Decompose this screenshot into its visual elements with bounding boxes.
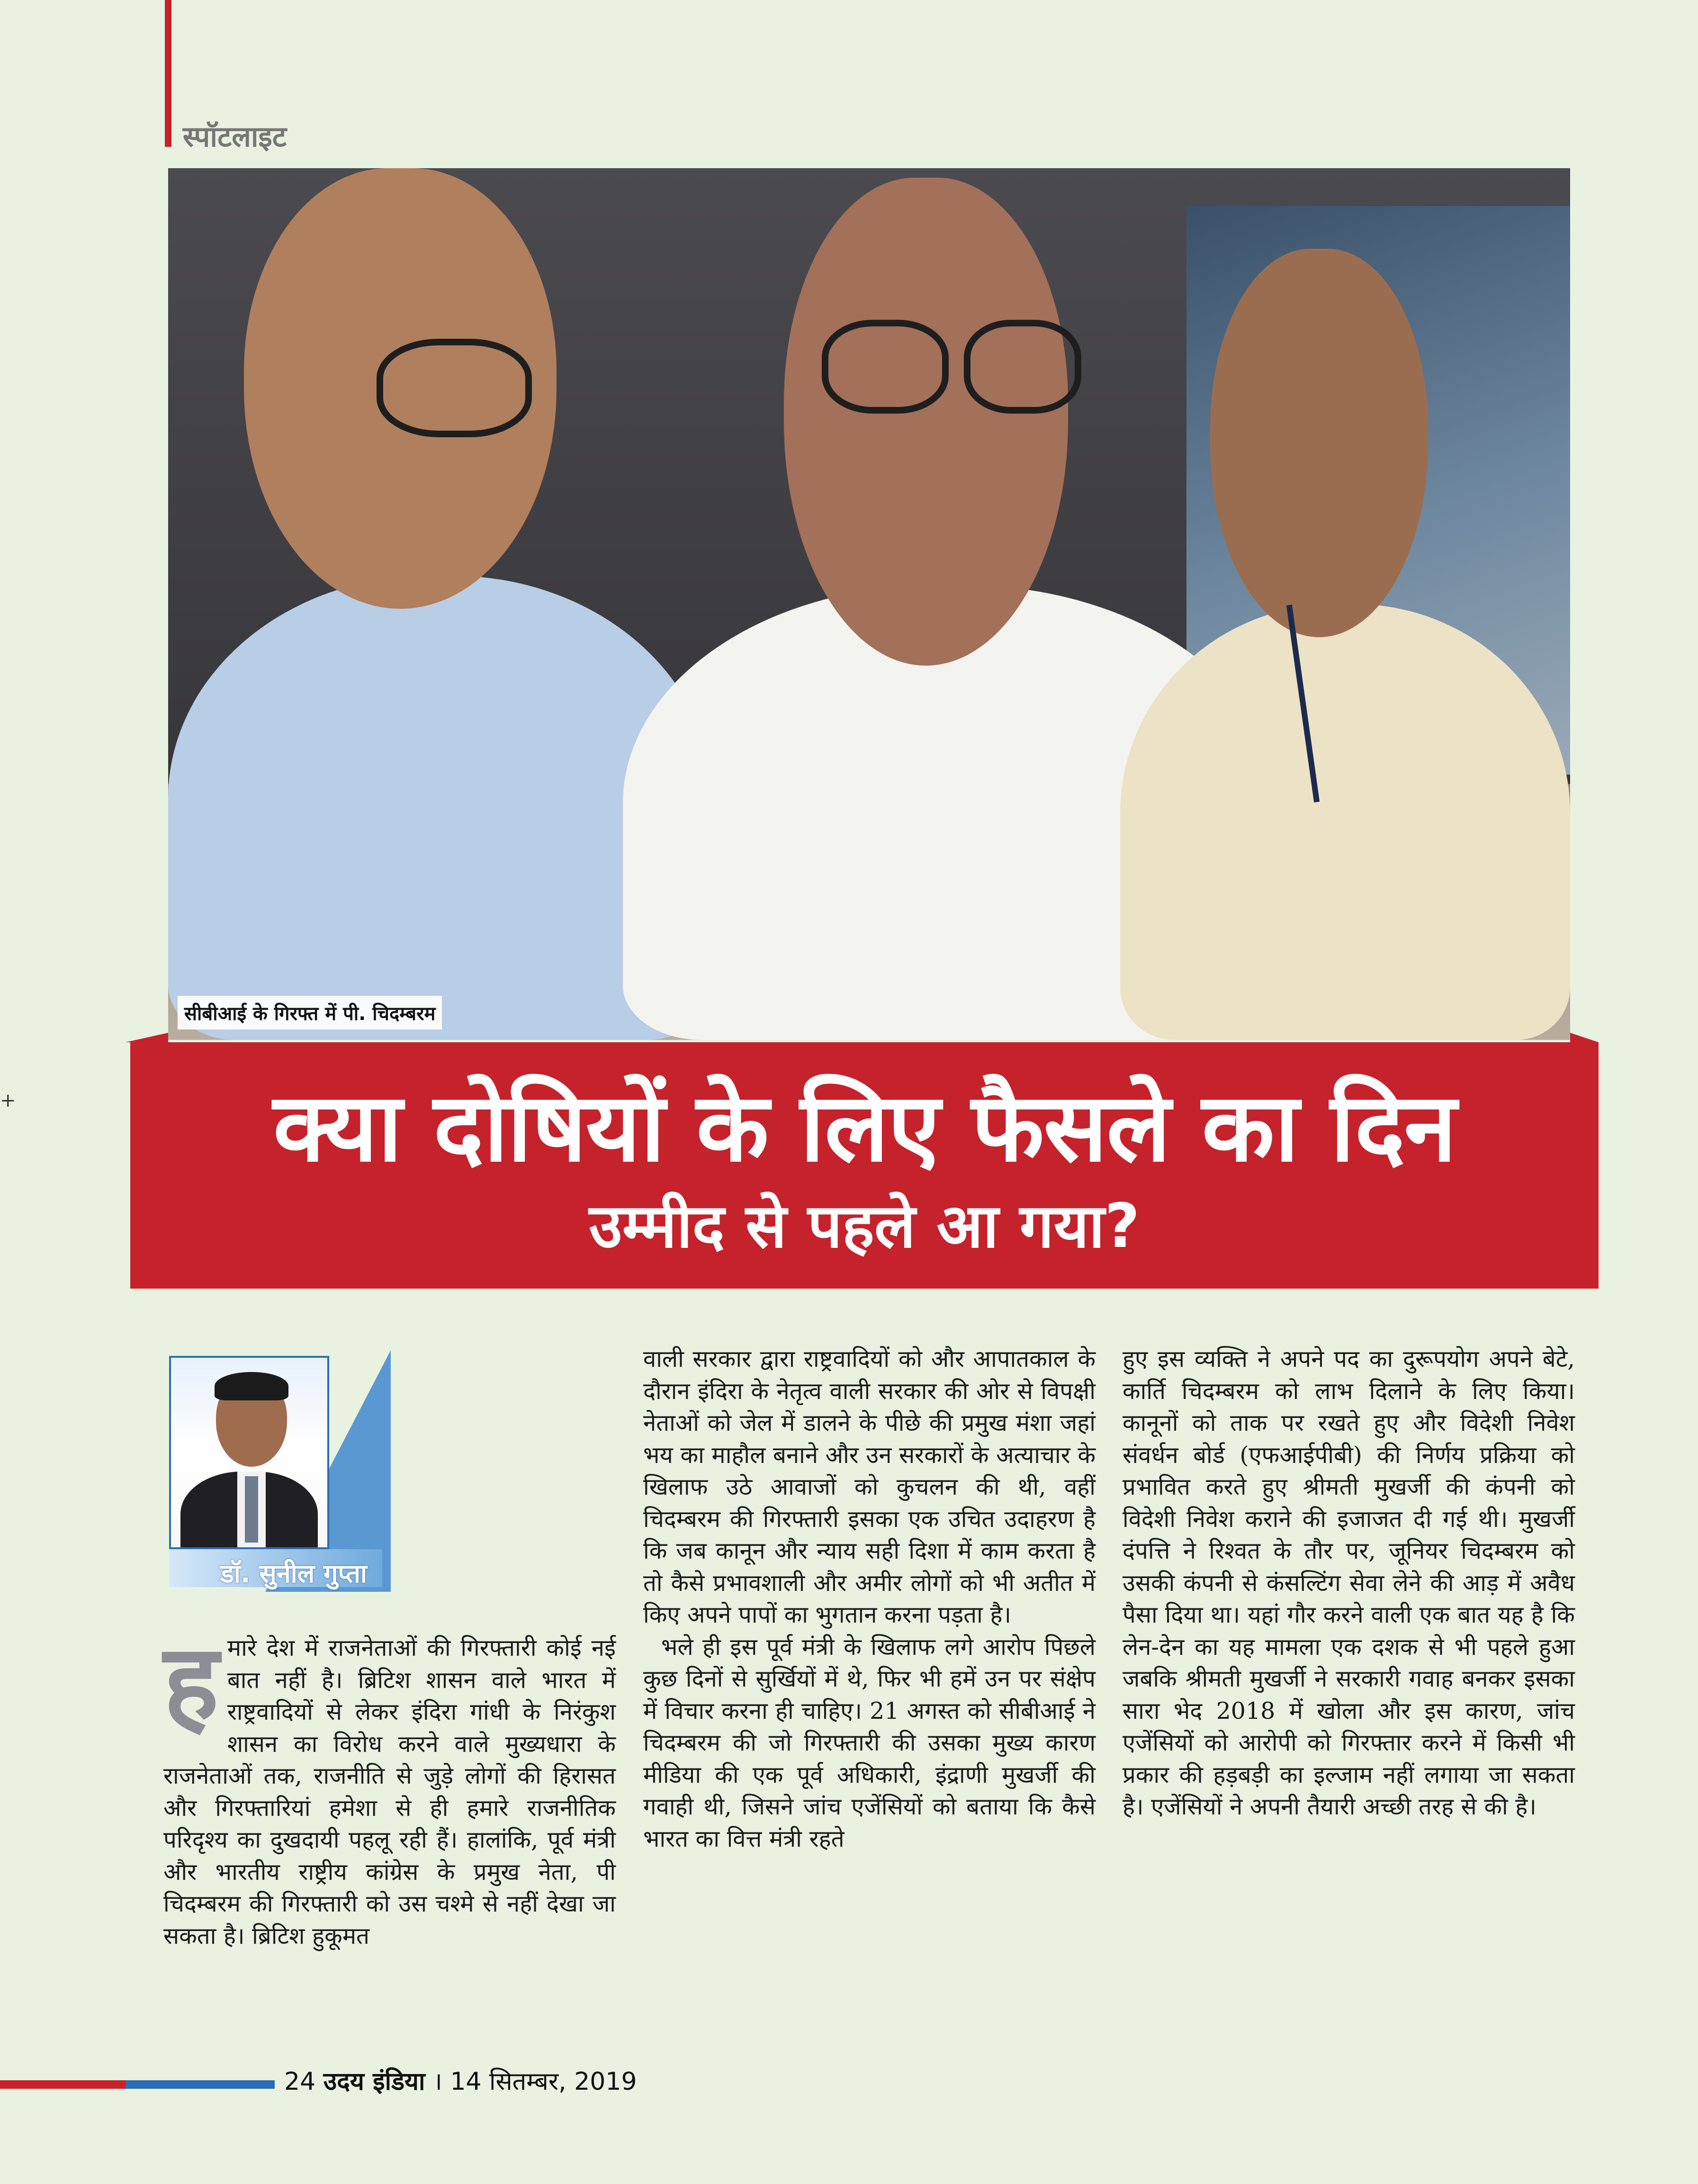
footer-separator: । bbox=[433, 2067, 442, 2096]
crop-mark-icon: + bbox=[0, 1090, 16, 1111]
article-column-2 bbox=[643, 1343, 1096, 1855]
article-paragraph: वाली सरकार द्वारा राष्ट्रवादियों को और आपातकाल के दौरान इंदिरा के नेतृत्व वाली सरकार की ओर से विपक्षी नेताओं को जेल में डालने के पीछे की प्रमुख मंशा जहां भय का माहौल बनाने और उन सरकारों के अत्याचार के खिलाफ उठे आवाजों को कुचलन की थी, वहीं चिदम्बरम की गिरफ्तारी इसका एक उचित उदाहरण है कि जब कानून और न्याय सही दिशा में काम करता है तो कैसे प्रभावशाली और अमीर लोगों को भी अतीत में किए अपने पापों का भुगतान करना पड़ता है। bbox=[643, 1345, 1096, 1628]
headline-banner bbox=[0, 1033, 1698, 1298]
footer-blue-bar bbox=[126, 2080, 275, 2089]
footer-red-bar bbox=[0, 2080, 126, 2089]
author-name: डॉ. सुनील गुप्ता bbox=[220, 1559, 367, 1588]
photo-caption: सीबीआई के गिरफ्त में पी. चिदम्बरम bbox=[178, 996, 442, 1029]
headline-subtitle: उम्मीद से पहले आ गया? bbox=[589, 1191, 1140, 1262]
photo-person-center-head bbox=[784, 178, 1068, 666]
author-photo bbox=[169, 1356, 329, 1549]
issue-date: 14 सितम्बर, 2019 bbox=[450, 2067, 637, 2096]
photo-glasses bbox=[964, 320, 1081, 414]
article-column-3 bbox=[1123, 1343, 1575, 1823]
headline-fold-left bbox=[126, 1033, 168, 1042]
page-number: 24 bbox=[284, 2067, 316, 2096]
headline-box bbox=[130, 1042, 1599, 1289]
headline-title: क्या दोषियों के लिए फैसले का दिन bbox=[273, 1073, 1456, 1183]
author-box bbox=[163, 1350, 391, 1592]
lead-photo bbox=[168, 168, 1570, 1040]
accent-bar bbox=[165, 0, 171, 147]
page-footer bbox=[284, 2064, 637, 2097]
publication-name: उदय इंडिया bbox=[323, 2067, 425, 2096]
photo-glasses bbox=[822, 320, 949, 414]
article-paragraph: हुए इस व्यक्ति ने अपने पद का दुरूपयोग अपने बेटे, कार्ति चिदम्बरम को लाभ दिलाने के लिए किया। कानूनों को ताक पर रखते हुए और विदेशी निवेश संवर्धन बोर्ड (एफआईपीबी) की निर्णय प्रक्रिया को प्रभावित करते हुए श्रीमती मुखर्जी की कंपनी को विदेशी निवेश कराने की इजाजत दी गई थी। मुखर्जी दंपत्ति ने रिश्वत के तौर पर, जूनियर चिदम्बरम को उसकी कंपनी से कंसल्टिंग सेवा लेने की आड़ में अवैध पैसा दिया था। यहां गौर करने वाली एक बात यह है कि लेन-देन का यह मामला एक दशक से भी पहले हुआ जबकि श्रीमती मुखर्जी ने सरकारी गवाह बनकर इसका सारा भेद 2018 में खोला और इस कारण, जांच एजेंसियों को आरोपी को गिरफ्तार करने में किसी भी प्रकार की हड़बड़ी का इल्जाम नहीं लगाया जा सकता है। एजेंसियों ने अपनी तैयारी अच्छी तरह से की है। bbox=[1123, 1345, 1575, 1820]
article-paragraph: मारे देश में राजनेताओं की गिरफ्तारी कोई नई बात नहीं है। ब्रिटिश शासन वाले भारत में राष्ट्रवादियों से लेकर इंदिरा गांधी के निरंकुश शासन का विरोध करने वाले मुख्यधारा के राजनेताओं तक, राजनीति से जुड़े लोगों की हिरासत और गिरफ्तारियां हमेशा से ही हमारे राजनीतिक परिदृश्य का दुखदायी पहलू रही हैं। हालांकि, पूर्व मंत्री और भारतीय राष्ट्रीय कांग्रेस के प्रमुख नेता, पी चिदम्बरम की गिरफ्तारी को उस चश्मे से नहीं देखा जा सकता है। ब्रिटिश हुकूमत bbox=[163, 1634, 616, 1949]
headline-fold-right bbox=[1570, 1033, 1599, 1042]
author-tie bbox=[245, 1476, 258, 1543]
photo-person-right-body bbox=[1120, 604, 1570, 1040]
photo-person-right-head bbox=[1210, 249, 1428, 637]
photo-glasses bbox=[377, 339, 532, 437]
section-label: स्पॉटलाइट bbox=[183, 120, 287, 153]
drop-cap: ह bbox=[163, 1622, 219, 1743]
article-paragraph: भले ही इस पूर्व मंत्री के खिलाफ लगे आरोप पिछले कुछ दिनों से सुर्खियों में थे, फिर भी हमें उन पर संक्षेप में विचार करना ही चाहिए। 21 अगस्त को सीबीआई ने चिदम्बरम की जो गिरफ्तारी की उसका मुख्य कारण मीडिया की एक पूर्व अधिकारी, इंद्राणी मुखर्जी की गवाही थी, जिसने जांच एजेंसियों को बताया कि कैसे भारत का वित्त मंत्री रहते bbox=[643, 1633, 1096, 1852]
author-hair bbox=[215, 1372, 288, 1400]
article-column-1 bbox=[163, 1622, 616, 1952]
